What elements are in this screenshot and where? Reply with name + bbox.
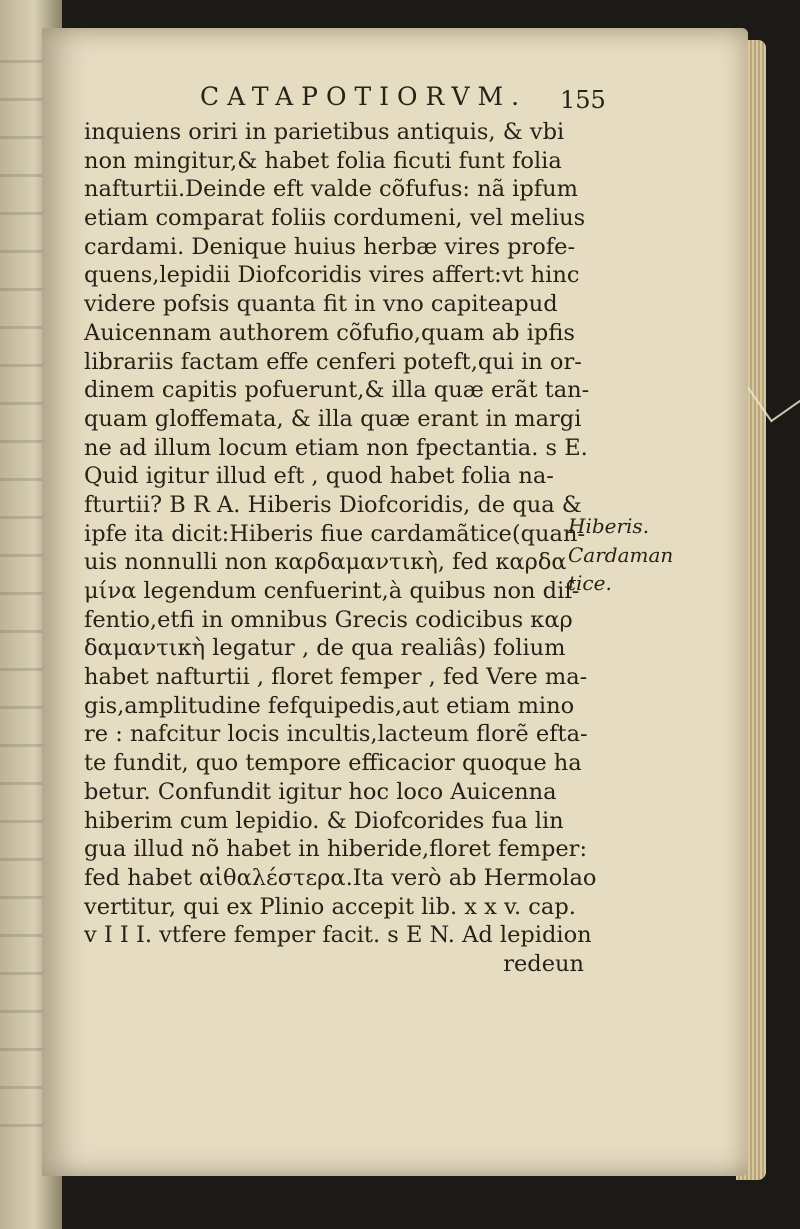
text-line: μίνα legendum cenfuerint,à quibus non dif-	[84, 578, 580, 604]
text-line: nafturtii.Deinde eft valde cõfufus: nã ipfum	[84, 176, 578, 203]
page-number: 155	[560, 86, 606, 114]
text-line: fturtii? B R A. Hiberis Diofcoridis, de qua &	[84, 491, 582, 518]
body-text	[84, 118, 597, 979]
text-line: non mingitur,& habet folia ficuti funt folia	[84, 147, 562, 174]
text-line: etiam comparat foliis cordumeni, vel melius	[84, 205, 586, 232]
text-line: uis nonnulli non καρδαμαντικὴ, fed καρδα	[84, 549, 567, 576]
text-line: quam gloffemata, & illa quæ erant in margi	[84, 405, 582, 432]
text-line: te fundit, quo tempore efficacior quoque ha	[84, 750, 582, 777]
text-line: cardami. Denique huius herbæ vires profe-	[84, 233, 576, 260]
text-line: Quid igitur illud eft , quod habet folia na-	[84, 463, 554, 490]
marginal-notes	[568, 512, 718, 598]
facing-page-text-edge	[0, 60, 48, 1140]
marginal-note: Hiberis.	[568, 514, 650, 538]
text-line: ne ad illum locum etiam non fpectantia. s E.	[84, 434, 588, 461]
text-line: δαμαντικὴ legatur , de qua realiâs) folium	[84, 635, 566, 662]
text-line: fentio,etfi in omnibus Grecis codicibus καρ	[84, 606, 573, 633]
text-line: gis,amplitudine fefquipedis,aut etiam mino	[84, 692, 575, 719]
text-line: quens,lepidii Diofcoridis vires affert:vt hinc	[84, 262, 580, 289]
marginal-note: Cardaman	[568, 542, 674, 567]
text-line: videre pofsis quanta fit in vno capiteapud	[84, 291, 558, 318]
text-line: ipfe ita dicit:Hiberis fiue cardamãtice(quan-	[84, 520, 586, 547]
catchword: redeun	[503, 950, 584, 977]
text-line: fed habet αἰθαλέστερα.Ita verò ab Hermolao	[84, 864, 597, 891]
text-line: hiberim cum lepidio. & Diofcorides fua lin	[84, 807, 564, 834]
text-line: vertitur, qui ex Plinio accepit lib. x x v. cap.	[84, 893, 576, 920]
text-line: betur. Confundit igitur hoc loco Auicenna	[84, 778, 557, 805]
text-line: re : nafcitur locis incultis,lacteum florẽ efta-	[84, 721, 588, 748]
text-line: gua illud nõ habet in hiberide,floret femper:	[84, 836, 588, 863]
text-line: habet nafturtii , floret femper , fed Vere ma-	[84, 664, 588, 691]
running-head: CATAPOTIORVM.	[200, 82, 528, 111]
text-line: inquiens oriri in parietibus antiquis, & vbi	[84, 119, 565, 145]
text-line: v I I I. vtfere femper facit. s E N. Ad lepidion	[84, 922, 592, 949]
text-line: Auicennam authorem cõfufio,quam ab ipfis	[84, 319, 575, 346]
text-line: dinem capitis pofuerunt,& illa quæ erãt tan-	[84, 377, 590, 404]
text-line: librariis factam effe cenferi poteft,qui in or-	[84, 348, 582, 375]
marginal-note: tice.	[568, 571, 612, 596]
